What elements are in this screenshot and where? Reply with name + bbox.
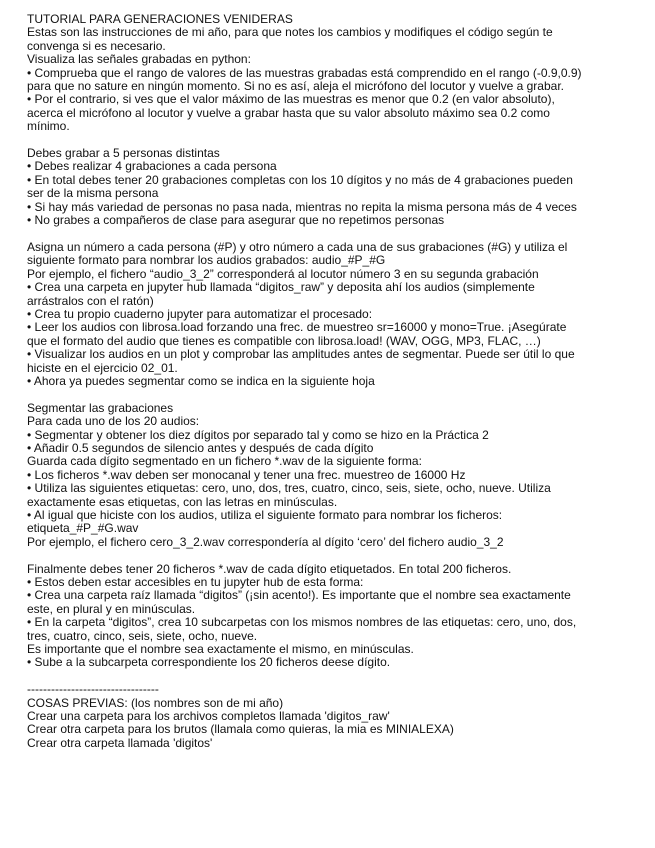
text-line: • Segmentar y obtener los diez dígitos por separado tal y como se hizo en la Práctica 2: [27, 427, 489, 442]
text-line: que el formato del audio que tienes es compatible con librosa.load! (WAV, OGG, MP3, FLAC, …): [27, 333, 541, 348]
blank-line: [27, 549, 627, 562]
text-line: ser de la misma persona: [27, 186, 159, 201]
text-line: • Si hay más variedad de personas no pasa nada, mientras no repita la misma persona más de 4 veces: [27, 199, 577, 214]
text-line: • Comprueba que el rango de valores de las muestras grabadas está comprendido en el rango (-0.9,0.9): [27, 65, 582, 80]
text-line: • Utiliza las siguientes etiquetas: cero, uno, dos, tres, cuatro, cinco, seis, siete, ocho, nueve. Utiliza: [27, 481, 551, 496]
text-line: • Ahora ya puedes segmentar como se indica en la siguiente hoja: [27, 373, 375, 388]
text-line: • En total debes tener 20 grabaciones completas con los 10 dígitos y no más de 4 grabaciones pueden: [27, 172, 573, 187]
text-line: mínimo.: [27, 119, 70, 134]
text-line: • Los ficheros *.wav deben ser monocanal y tener una frec. muestreo de 16000 Hz: [27, 467, 466, 482]
text-line: para que no sature en ningún momento. Si no es así, aleja el micrófono del locutor y vuelve a grabar.: [27, 79, 564, 94]
text-line: • Añadir 0.5 segundos de silencio antes y después de cada dígito: [27, 440, 374, 455]
text-line: arrástralos con el ratón): [27, 293, 154, 308]
text-line: • Debes realizar 4 grabaciones a cada persona: [27, 159, 277, 174]
text-line: Finalmente debes tener 20 ficheros *.wav de cada dígito etiquetados. En total 200 ficheros.: [27, 561, 512, 576]
text-line: • Crea una carpeta raíz llamada “digitos” (¡sin acento!). Es importante que el nombre sea exactamente: [27, 588, 571, 603]
text-line: • Estos deben estar accesibles en tu jupyter hub de esta forma:: [27, 575, 364, 589]
section-heading: Segmentar las grabaciones: [27, 400, 174, 415]
text-line: Visualiza las señales grabadas en python:: [27, 52, 251, 67]
blank-line: [27, 227, 627, 240]
divider-line: ---------------------------------: [27, 682, 159, 697]
text-line: convenga si es necesario.: [27, 38, 166, 53]
text-line: hiciste en el ejercicio 02_01.: [27, 360, 178, 375]
document-body: [27, 13, 627, 750]
text-line: Estas son las instrucciones de mi año, para que notes los cambios y modifiques el código según te: [27, 25, 553, 40]
text-line: Por ejemplo, el fichero “audio_3_2” corresponderá al locutor número 3 en su segunda grabación: [27, 266, 539, 281]
text-line: acerca el micrófono al locutor y vuelve a grabar hasta que su valor absoluto máximo sea 0.2 como: [27, 105, 550, 120]
text-line: • Leer los audios con librosa.load forzando una frec. de muestreo sr=16000 y mono=True. ¡Asegúrate: [27, 320, 567, 335]
text-line: • Crea una carpeta en jupyter hub llamada “digitos_raw” y deposita ahí los audios (simplemente: [27, 280, 535, 295]
text-line: etiqueta_#P_#G.wav: [27, 521, 139, 536]
text-line: • Sube a la subcarpeta correspondiente los 20 ficheros deese dígito.: [27, 655, 391, 670]
text-line: • Por el contrario, si ves que el valor máximo de las muestras es menor que 0.2 (en valor absoluto),: [27, 92, 555, 107]
text-line: Crear otra carpeta para los brutos (llamala como quieras, la mia es MINIALEXA): [27, 722, 454, 737]
text-line: tres, cuatro, cinco, seis, siete, ocho, nueve.: [27, 628, 258, 643]
text-line: Crear una carpeta para los archivos completos llamada 'digitos_raw': [27, 709, 390, 724]
section-heading: COSAS PREVIAS: (los nombres son de mi año): [27, 695, 284, 710]
text-line: • Visualizar los audios en un plot y comprobar las amplitudes antes de segmentar. Puede ser útil lo que: [27, 347, 575, 362]
text-line: Para cada uno de los 20 audios:: [27, 414, 200, 429]
text-line: este, en plural y en minúsculas.: [27, 601, 196, 616]
blank-line: [27, 388, 627, 401]
text-line: • Al igual que hiciste con los audios, utiliza el siguiente formato para nombrar los ficheros:: [27, 507, 503, 522]
doc-title: TUTORIAL PARA GENERACIONES VENIDERAS: [27, 12, 293, 26]
text-line: Por ejemplo, el fichero cero_3_2.wav correspondería al dígito ‘cero’ del fichero audio_3_2: [27, 534, 504, 549]
text-line: exactamente esas etiquetas, con las letras en minúsculas.: [27, 494, 338, 509]
text-line: Asigna un número a cada persona (#P) y otro número a cada una de sus grabaciones (#G) y utiliza el: [27, 239, 568, 254]
section-heading: Debes grabar a 5 personas distintas: [27, 146, 220, 161]
text-line: Es importante que el nombre sea exactamente el mismo, en minúsculas.: [27, 642, 414, 657]
text-line: • No grabes a compañeros de clase para asegurar que no repetimos personas: [27, 213, 445, 228]
text-line: • En la carpeta “digitos”, crea 10 subcarpetas con los mismos nombres de las etiquetas: cero, uno, dos,: [27, 615, 577, 630]
text-line: siguiente formato para nombrar los audios grabados: audio_#P_#G: [27, 253, 386, 268]
text-line: Crear otra carpeta llamada 'digitos': [27, 735, 213, 750]
blank-line: [27, 134, 627, 147]
text-line: Guarda cada dígito segmentado en un fichero *.wav de la siguiente forma:: [27, 454, 422, 469]
blank-line: [27, 670, 627, 683]
text-line: • Crea tu propio cuaderno jupyter para automatizar el procesado:: [27, 306, 373, 321]
